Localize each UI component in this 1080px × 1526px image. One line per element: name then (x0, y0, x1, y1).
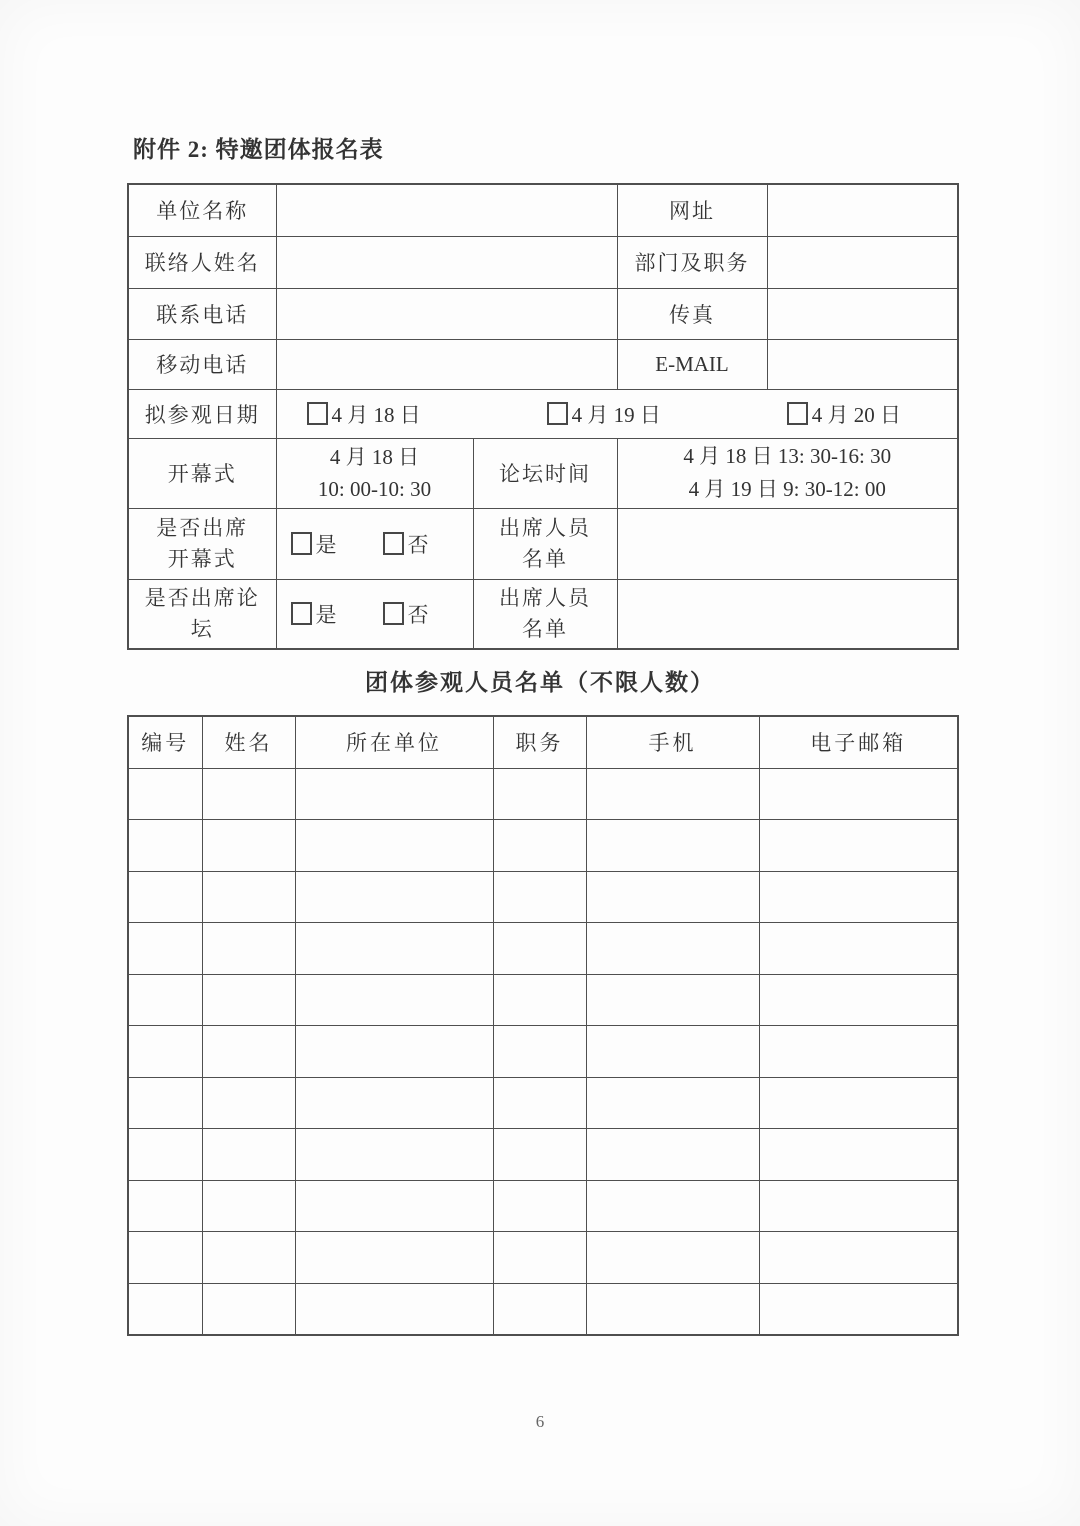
roster-cell (128, 1283, 202, 1335)
roster-cell (202, 1129, 295, 1181)
attend-opening-list-label-line2: 名单 (522, 546, 568, 571)
roster-cell (759, 1283, 958, 1335)
attend-opening-yes-label: 是 (315, 532, 337, 557)
roster-cell (295, 768, 493, 820)
document-title: 附件 2: 特邀团体报名表 (133, 137, 384, 162)
attend-forum-no-label: 否 (407, 602, 429, 627)
roster-cell (128, 1077, 202, 1129)
roster-cell (202, 1180, 295, 1232)
attend-forum-label (128, 579, 276, 649)
opening-ceremony-label: 开幕式 (128, 438, 276, 508)
contact-name-value-cell (276, 236, 617, 288)
attend-forum-list-label-line2: 名单 (522, 616, 568, 641)
email-value-cell (767, 339, 958, 389)
visit-date-option-2-label: 4 月 19 日 (571, 402, 661, 427)
roster-cell (128, 820, 202, 872)
roster-cell (759, 923, 958, 975)
roster-cell (295, 1026, 493, 1078)
attend-opening-list-label-line1: 出席人员 (499, 515, 591, 540)
form-row-mobile (128, 339, 958, 389)
opening-time-line2: 10: 00-10: 30 (317, 477, 432, 501)
attend-forum-yes-label: 是 (315, 602, 337, 627)
roster-header-name: 姓名 (202, 716, 295, 768)
attend-forum-yes-option (291, 599, 337, 629)
roster-table (127, 715, 959, 1336)
forum-time-label: 论坛时间 (473, 438, 617, 508)
roster-cell (586, 820, 759, 872)
roster-cell (493, 1180, 586, 1232)
roster-header-email: 电子邮箱 (759, 716, 958, 768)
roster-cell (493, 871, 586, 923)
roster-cell (493, 1129, 586, 1181)
roster-cell (586, 1283, 759, 1335)
roster-header-organization: 所在单位 (295, 716, 493, 768)
roster-row (128, 1026, 958, 1078)
checkbox-icon (291, 602, 312, 625)
roster-cell (493, 1232, 586, 1284)
roster-row (128, 1283, 958, 1335)
attend-opening-yes-option (291, 529, 337, 559)
attend-forum-no-option (383, 599, 429, 629)
roster-cell (202, 974, 295, 1026)
attend-forum-list-label-line1: 出席人员 (499, 585, 591, 610)
roster-cell (128, 1232, 202, 1284)
roster-cell (493, 1283, 586, 1335)
roster-cell (586, 768, 759, 820)
attend-opening-list-label (473, 508, 617, 579)
roster-cell (202, 1077, 295, 1129)
roster-cell (759, 1180, 958, 1232)
roster-cell (128, 1129, 202, 1181)
contact-name-label: 联络人姓名 (128, 236, 276, 288)
roster-cell (202, 1026, 295, 1078)
roster-cell (493, 1077, 586, 1129)
attend-opening-label-line1: 是否出席 (156, 515, 249, 540)
forum-time-line2: 4 月 19 日 9: 30-12: 00 (688, 477, 886, 501)
roster-cell (586, 974, 759, 1026)
roster-cell (202, 1283, 295, 1335)
forum-time-cell (617, 438, 958, 508)
roster-cell (295, 1077, 493, 1129)
visit-date-options-cell (276, 389, 958, 438)
fax-value-cell (767, 288, 958, 339)
roster-cell (295, 974, 493, 1026)
roster-cell (493, 974, 586, 1026)
unit-name-value-cell (276, 184, 617, 236)
form-row-attend-opening (128, 508, 958, 579)
attend-forum-label-line1: 是否出席论 (144, 585, 260, 610)
attend-opening-yes-no-cell (276, 508, 473, 579)
phone-label: 联系电话 (128, 288, 276, 339)
fax-label: 传真 (617, 288, 767, 339)
attend-opening-list-value-cell (617, 508, 958, 579)
phone-value-cell (276, 288, 617, 339)
roster-cell (295, 871, 493, 923)
attend-opening-no-label: 否 (407, 532, 429, 557)
roster-cell (586, 1026, 759, 1078)
roster-row (128, 820, 958, 872)
form-row-visit-date (128, 389, 958, 438)
attend-opening-label-line2: 开幕式 (167, 546, 237, 571)
checkbox-icon (307, 402, 328, 425)
visit-date-option-1-label: 4 月 18 日 (331, 402, 421, 427)
roster-row (128, 1232, 958, 1284)
form-row-unit-name (128, 184, 958, 236)
roster-cell (759, 974, 958, 1026)
form-row-contact-name (128, 236, 958, 288)
roster-cell (493, 1026, 586, 1078)
roster-cell (295, 1232, 493, 1284)
checkbox-icon (291, 532, 312, 555)
form-row-attend-forum (128, 579, 958, 649)
attend-opening-label (128, 508, 276, 579)
roster-cell (295, 1180, 493, 1232)
website-value-cell (767, 184, 958, 236)
roster-cell (586, 1232, 759, 1284)
roster-cell (295, 1129, 493, 1181)
registration-form-table (127, 183, 959, 650)
roster-cell (759, 768, 958, 820)
roster-row (128, 871, 958, 923)
visit-date-label: 拟参观日期 (128, 389, 276, 438)
department-position-value-cell (767, 236, 958, 288)
mobile-value-cell (276, 339, 617, 389)
roster-section-title: 团体参观人员名单（不限人数） (365, 670, 715, 695)
visit-date-option-3 (787, 399, 901, 429)
roster-row (128, 1180, 958, 1232)
roster-cell (128, 974, 202, 1026)
roster-cell (586, 1180, 759, 1232)
roster-cell (295, 820, 493, 872)
roster-cell (128, 923, 202, 975)
roster-row (128, 1077, 958, 1129)
email-label: E-MAIL (617, 339, 767, 389)
roster-cell (128, 1180, 202, 1232)
roster-row (128, 974, 958, 1026)
roster-cell (759, 871, 958, 923)
roster-cell (493, 768, 586, 820)
visit-date-option-3-label: 4 月 20 日 (811, 402, 901, 427)
roster-header-position: 职务 (493, 716, 586, 768)
page-number: 6 (535, 1412, 545, 1431)
roster-cell (586, 871, 759, 923)
checkbox-icon (383, 532, 404, 555)
checkbox-icon (787, 402, 808, 425)
roster-cell (202, 1232, 295, 1284)
forum-time-line1: 4 月 18 日 13: 30-16: 30 (683, 444, 892, 468)
form-row-opening-forum-times (128, 438, 958, 508)
roster-cell (586, 1077, 759, 1129)
opening-ceremony-time-cell (276, 438, 473, 508)
visit-date-option-1 (307, 399, 421, 429)
opening-time-line1: 4 月 18 日 (329, 445, 420, 469)
roster-row (128, 768, 958, 820)
checkbox-icon (383, 602, 404, 625)
roster-cell (759, 820, 958, 872)
roster-cell (295, 923, 493, 975)
visit-date-option-2 (547, 399, 661, 429)
attend-opening-no-option (383, 529, 429, 559)
roster-cell (759, 1232, 958, 1284)
roster-cell (586, 1129, 759, 1181)
unit-name-label: 单位名称 (128, 184, 276, 236)
roster-cell (493, 923, 586, 975)
roster-cell (295, 1283, 493, 1335)
roster-cell (759, 1077, 958, 1129)
roster-table-body (128, 768, 958, 1335)
roster-header-row (128, 716, 958, 768)
roster-cell (202, 820, 295, 872)
attend-forum-list-value-cell (617, 579, 958, 649)
mobile-label: 移动电话 (128, 339, 276, 389)
website-label: 网址 (617, 184, 767, 236)
form-row-phone (128, 288, 958, 339)
attend-forum-list-label (473, 579, 617, 649)
roster-cell (202, 871, 295, 923)
roster-cell (586, 923, 759, 975)
roster-header-mobile: 手机 (586, 716, 759, 768)
department-position-label: 部门及职务 (617, 236, 767, 288)
roster-cell (202, 923, 295, 975)
checkbox-icon (547, 402, 568, 425)
roster-cell (128, 768, 202, 820)
roster-cell (128, 1026, 202, 1078)
roster-header-number: 编号 (128, 716, 202, 768)
roster-cell (759, 1129, 958, 1181)
roster-cell (759, 1026, 958, 1078)
roster-row (128, 923, 958, 975)
roster-row (128, 1129, 958, 1181)
roster-cell (128, 871, 202, 923)
roster-cell (493, 820, 586, 872)
attend-forum-label-line2: 坛 (190, 616, 214, 641)
roster-cell (202, 768, 295, 820)
attend-forum-yes-no-cell (276, 579, 473, 649)
